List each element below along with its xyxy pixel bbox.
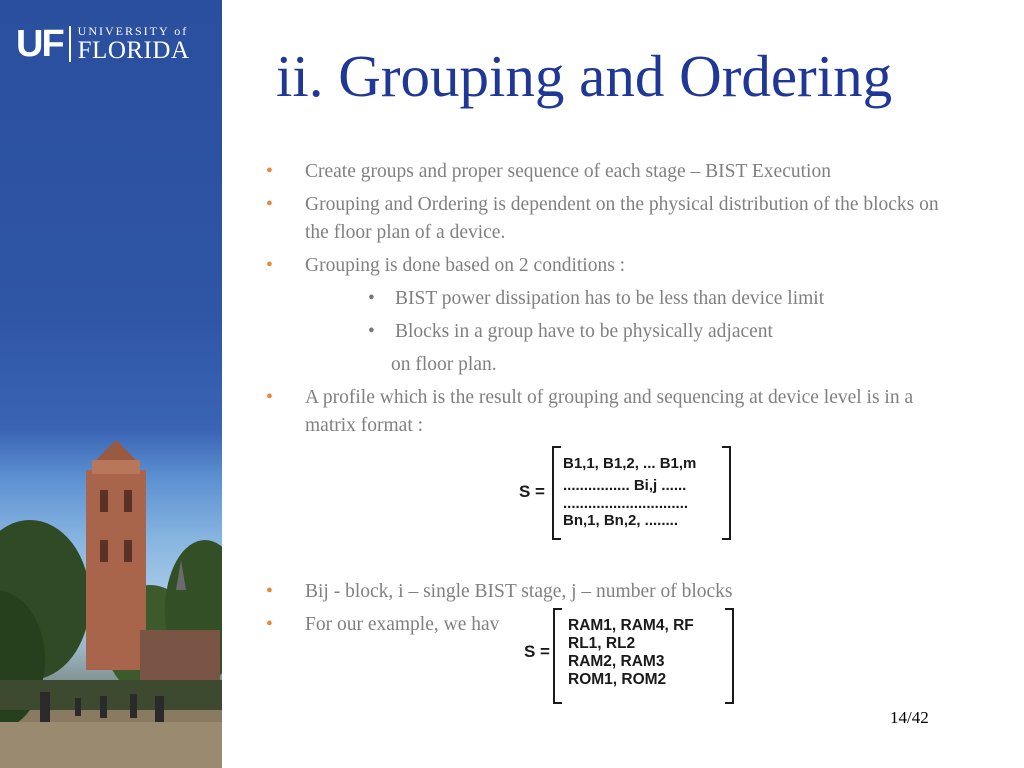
bullet-list <box>262 158 962 644</box>
bullet-text: Create groups and proper sequence of each stage – BIST Execution <box>305 161 831 182</box>
sub-bullet-item <box>262 318 962 346</box>
sub-bullet-item <box>262 285 962 313</box>
matrix-row: RAM1, RAM4, RF <box>568 617 694 634</box>
bullet-marker: • <box>266 255 273 276</box>
page-number: 14/42 <box>890 708 929 727</box>
bullet-text: Grouping is done based on 2 conditions : <box>305 255 626 276</box>
uf-logo <box>16 24 190 64</box>
sub-bullet-marker: • <box>368 288 375 309</box>
bullet-marker: • <box>266 581 273 602</box>
bullet-item <box>262 578 962 606</box>
bullet-item <box>262 191 962 247</box>
sub-bullet-text: BIST power dissipation has to be less than device limit <box>395 288 825 309</box>
matrix-label: S = <box>519 482 545 501</box>
matrix-row: RAM2, RAM3 <box>568 653 665 670</box>
matrix-row: .............................. <box>563 495 689 512</box>
bullet-marker: • <box>266 387 273 408</box>
sidebar <box>0 0 222 768</box>
bullet-text: A profile which is the result of grouping and sequencing at device level is in a matrix format : <box>305 387 914 436</box>
profile-matrix-example <box>520 606 742 706</box>
sub-bullet-text: Blocks in a group have to be physically adjacent <box>395 321 773 342</box>
matrix-row: B1,1, B1,2, ... B1,m <box>563 455 697 472</box>
bullet-marker: • <box>266 614 273 635</box>
bullet-item <box>262 252 962 280</box>
campus-photo <box>0 430 222 768</box>
slide-title: ii. Grouping and Ordering <box>276 43 893 109</box>
bullet-marker: • <box>266 194 273 215</box>
bullet-item <box>262 158 962 186</box>
bullet-marker: • <box>266 161 273 182</box>
logo-words <box>78 25 190 63</box>
bullet-text: Bij - block, i – single BIST stage, j – number of blocks <box>305 581 733 602</box>
sub-bullet-continuation: on floor plan. <box>391 354 497 375</box>
matrix-label: S = <box>524 642 550 661</box>
matrix-row: ................ Bi,j ...... <box>563 477 687 494</box>
sub-bullet-marker: • <box>368 321 375 342</box>
logo-uf: UF <box>16 23 63 65</box>
bullet-text: For our example, we hav <box>305 614 500 635</box>
matrix-row: RL1, RL2 <box>568 635 636 652</box>
matrix-row: ROM1, ROM2 <box>568 671 667 688</box>
logo-university: UNIVERSITY of <box>77 24 189 38</box>
logo-divider <box>69 26 71 62</box>
matrix-row: Bn,1, Bn,2, ........ <box>563 512 679 529</box>
bullet-item <box>262 384 962 440</box>
profile-matrix-general <box>515 444 745 542</box>
bullet-text: Grouping and Ordering is dependent on the physical distribution of the blocks on the floor plan of a device. <box>305 194 939 243</box>
logo-florida: FLORIDA <box>77 37 190 64</box>
